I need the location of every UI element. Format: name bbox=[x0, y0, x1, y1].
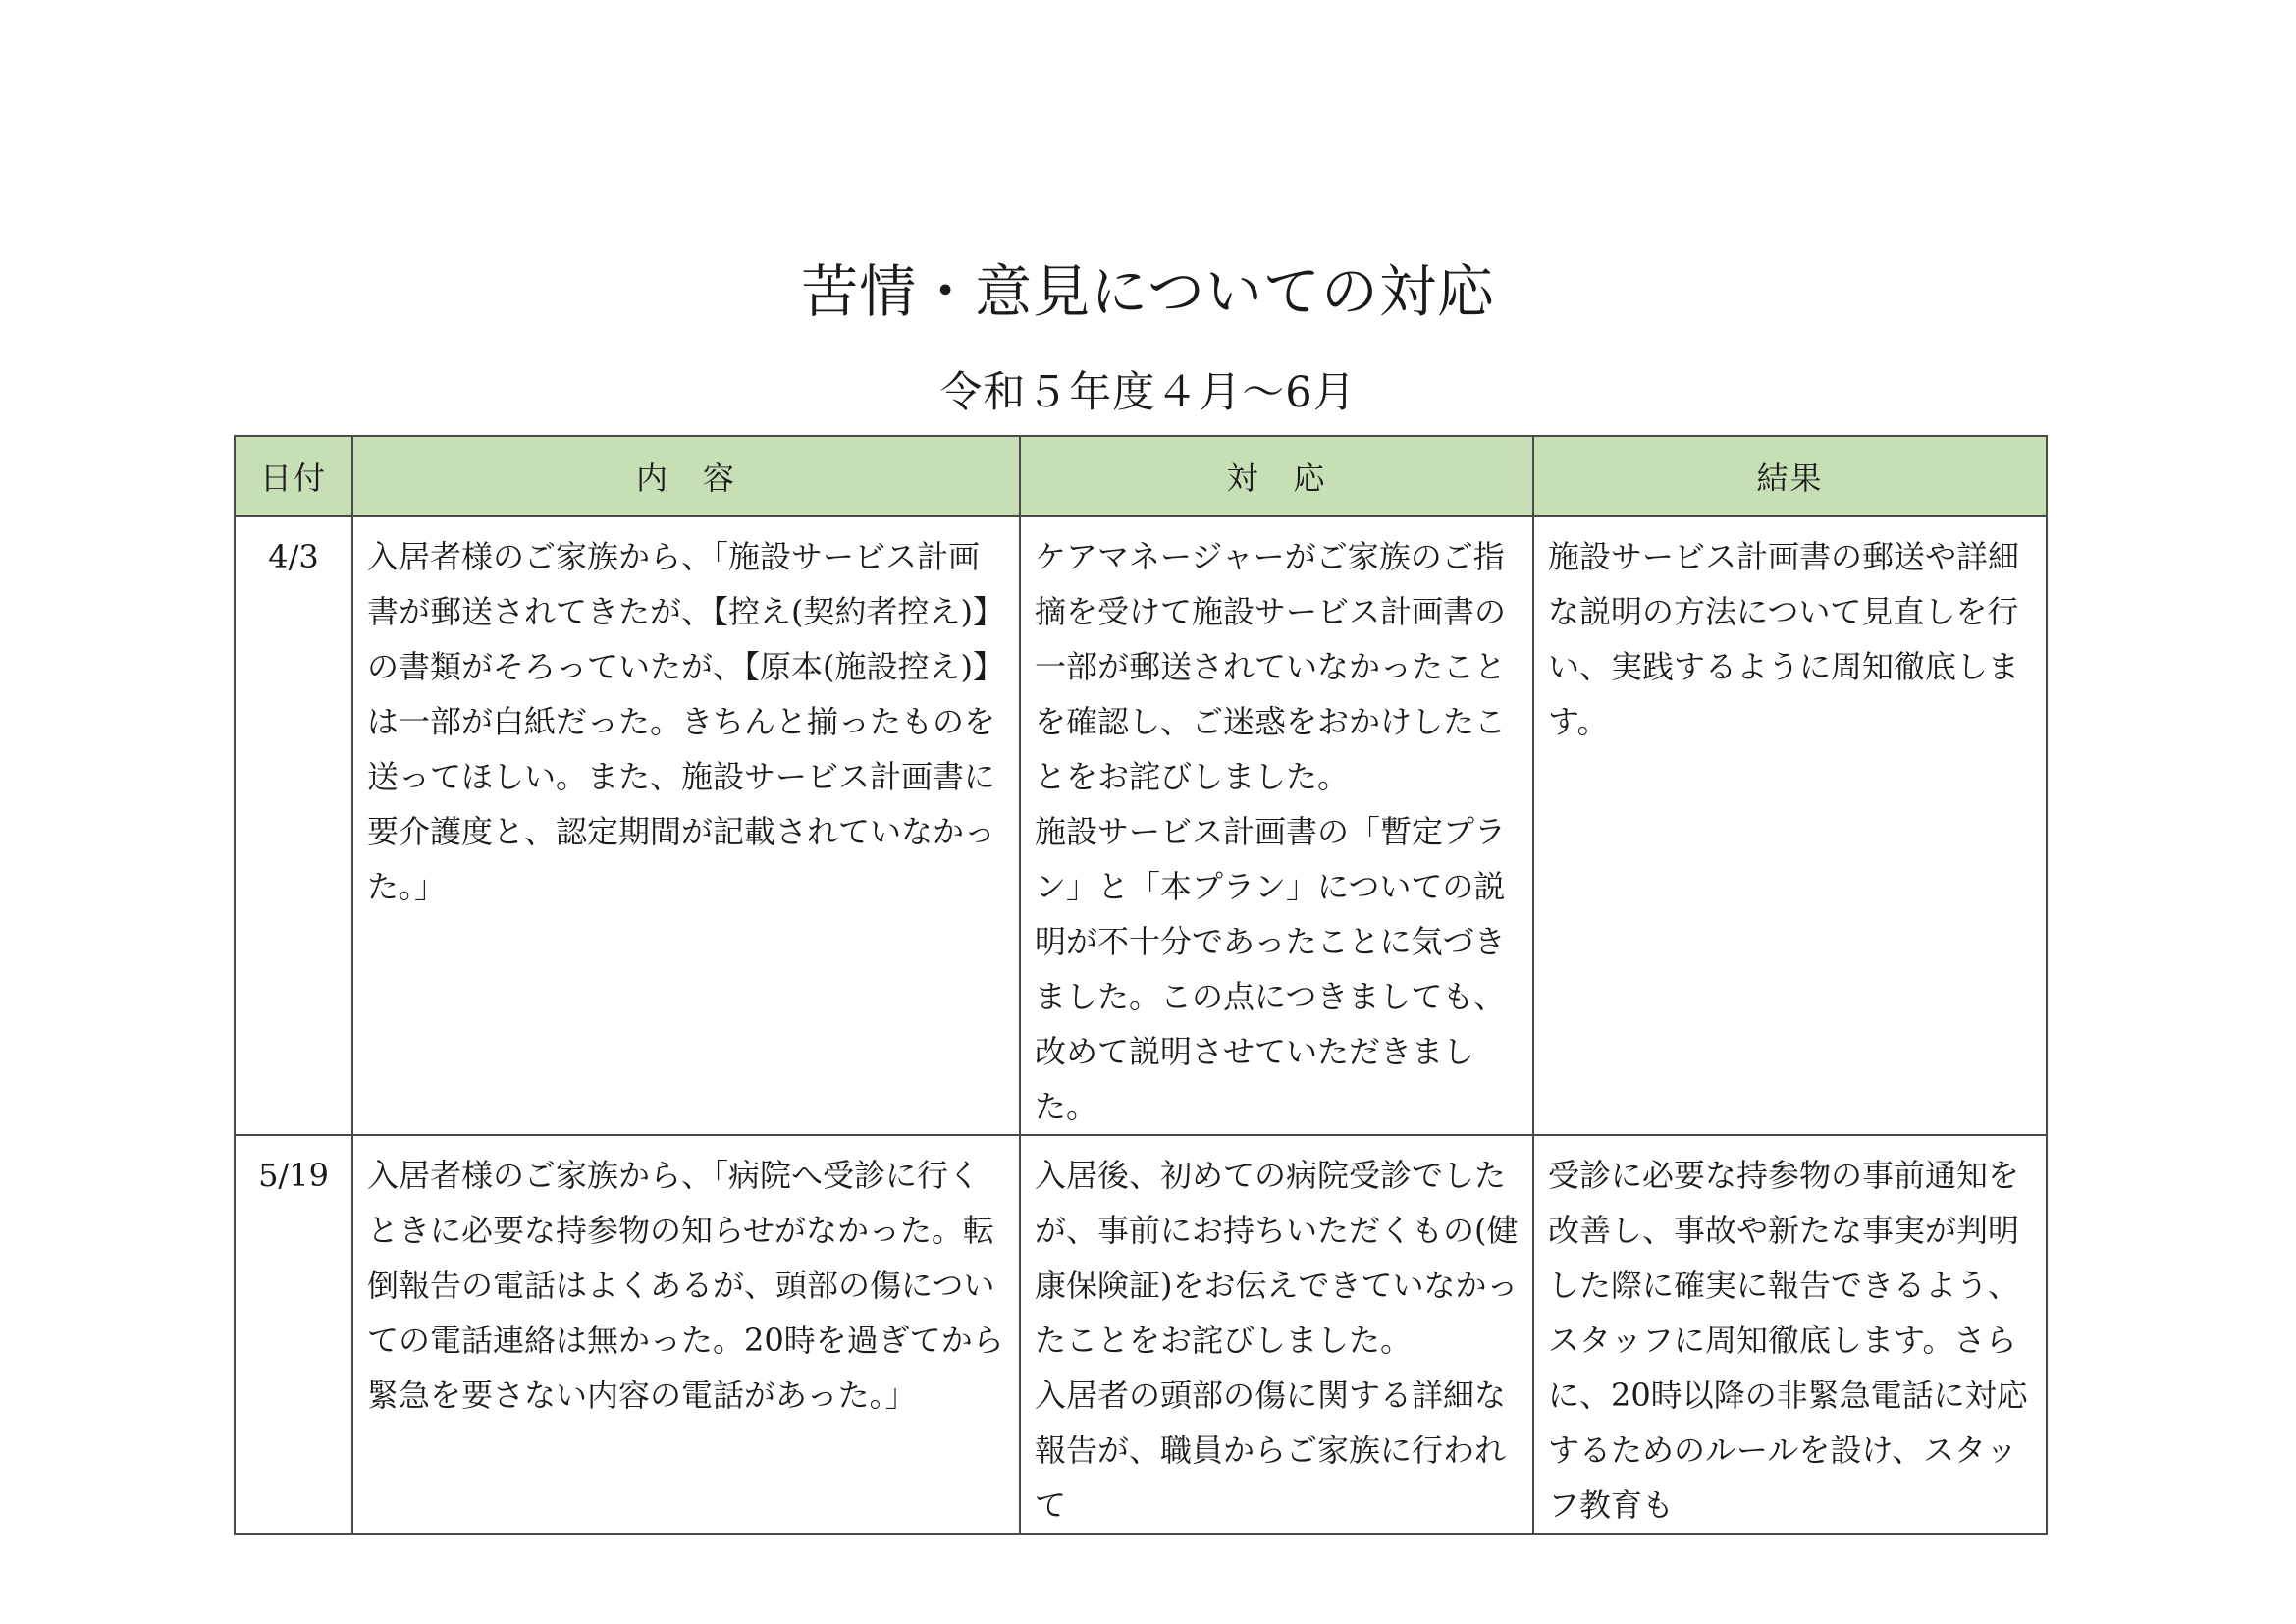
cell-content: 入居者様のご家族から、「施設サービス計画書が郵送されてきたが、【控え(契約者控え)】の書類がそろっていたが、【原本(施設控え)】は一部が白紙だった。きちんと揃ったものを送ってほしい。また、施設サービス計画書に要介護度と、認定期間が記載されていなかった。」 bbox=[352, 516, 1020, 1135]
table-row bbox=[235, 516, 2047, 1135]
response-paragraph: 入居者の頭部の傷に関する詳細な報告が、職員からご家族に行われて bbox=[1035, 1377, 1507, 1524]
header-response: 対 応 bbox=[1020, 436, 1533, 516]
cell-response bbox=[1020, 1135, 1533, 1534]
response-paragraph: 入居後、初めての病院受診でしたが、事前にお持ちいただくもの(健康保険証)をお伝えできていなかったことをお詫びしました。 bbox=[1035, 1157, 1519, 1359]
table-row bbox=[235, 1135, 2047, 1534]
cell-date: 4/3 bbox=[235, 516, 352, 1135]
cell-content: 入居者様のご家族から、「病院へ受診に行くときに必要な持参物の知らせがなかった。転倒報告の電話はよくあるが、頭部の傷についての電話連絡は無かった。20時を過ぎてから緊急を要さない内容の電話があった。」 bbox=[352, 1135, 1020, 1534]
period-subtitle: 令和５年度４月〜6月 bbox=[939, 368, 1357, 417]
header-content: 内 容 bbox=[352, 436, 1020, 516]
cell-result: 施設サービス計画書の郵送や詳細な説明の方法について見直しを行い、実践するように周知徹底します。 bbox=[1533, 516, 2047, 1135]
cell-date: 5/19 bbox=[235, 1135, 352, 1534]
table-header-row bbox=[235, 436, 2047, 516]
complaints-table bbox=[234, 435, 2048, 1535]
page-title: 苦情・意見についての対応 bbox=[801, 258, 1495, 325]
header-date: 日付 bbox=[235, 436, 352, 516]
cell-result: 受診に必要な持参物の事前通知を改善し、事故や新たな事実が判明した際に確実に報告できるよう、スタッフに周知徹底します。さらに、20時以降の非緊急電話に対応するためのルールを設け、スタッフ教育も bbox=[1533, 1135, 2047, 1534]
header-result: 結果 bbox=[1533, 436, 2047, 516]
response-paragraph: ケアマネージャーがご家族のご指摘を受けて施設サービス計画書の一部が郵送されていなかったことを確認し、ご迷惑をおかけしたことをお詫びしました。 bbox=[1035, 538, 1507, 795]
response-paragraph: 施設サービス計画書の「暫定プラン」と「本プラン」についての説明が不十分であったことに気づきました。この点につきましても、改めて説明させていただきました。 bbox=[1035, 813, 1507, 1125]
cell-response bbox=[1020, 516, 1533, 1135]
